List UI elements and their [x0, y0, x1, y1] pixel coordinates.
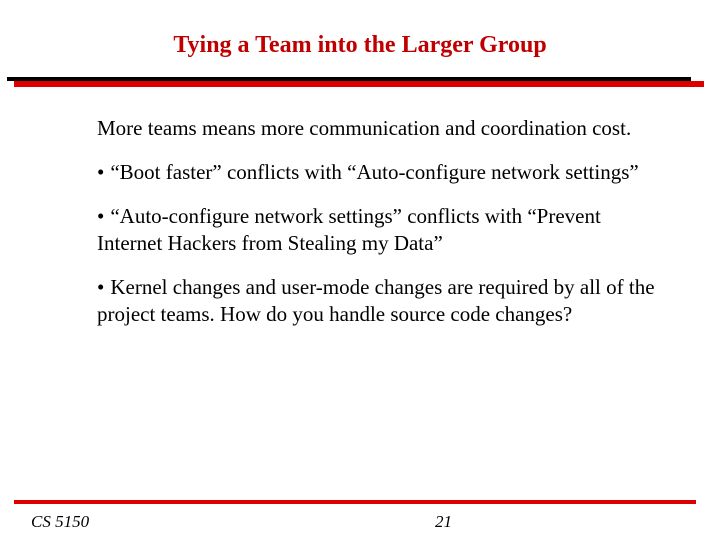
bullet-item	[97, 274, 657, 328]
bullet-text: Kernel changes and user-mode changes are required by all of the project teams. How do you handle source code changes?	[97, 275, 655, 326]
bullet-icon: •	[97, 275, 105, 299]
intro-paragraph: More teams means more communication and coordination cost.	[97, 116, 632, 140]
footer-rule	[14, 500, 696, 504]
page-number: 21	[435, 512, 452, 531]
bullet-item	[97, 203, 657, 257]
bullet-icon: •	[97, 204, 105, 228]
slide-body	[97, 115, 657, 328]
bullet-text: “Boot faster” conflicts with “Auto-configure network settings”	[110, 160, 639, 184]
title-underline-red	[14, 81, 704, 87]
bullet-icon: •	[97, 160, 105, 184]
slide-title: Tying a Team into the Larger Group	[173, 32, 547, 58]
bullet-item	[97, 159, 657, 186]
bullet-text: “Auto-configure network settings” conflicts with “Prevent Internet Hackers from Stealing my Data”	[97, 204, 601, 255]
footer-course: CS 5150	[31, 512, 90, 531]
